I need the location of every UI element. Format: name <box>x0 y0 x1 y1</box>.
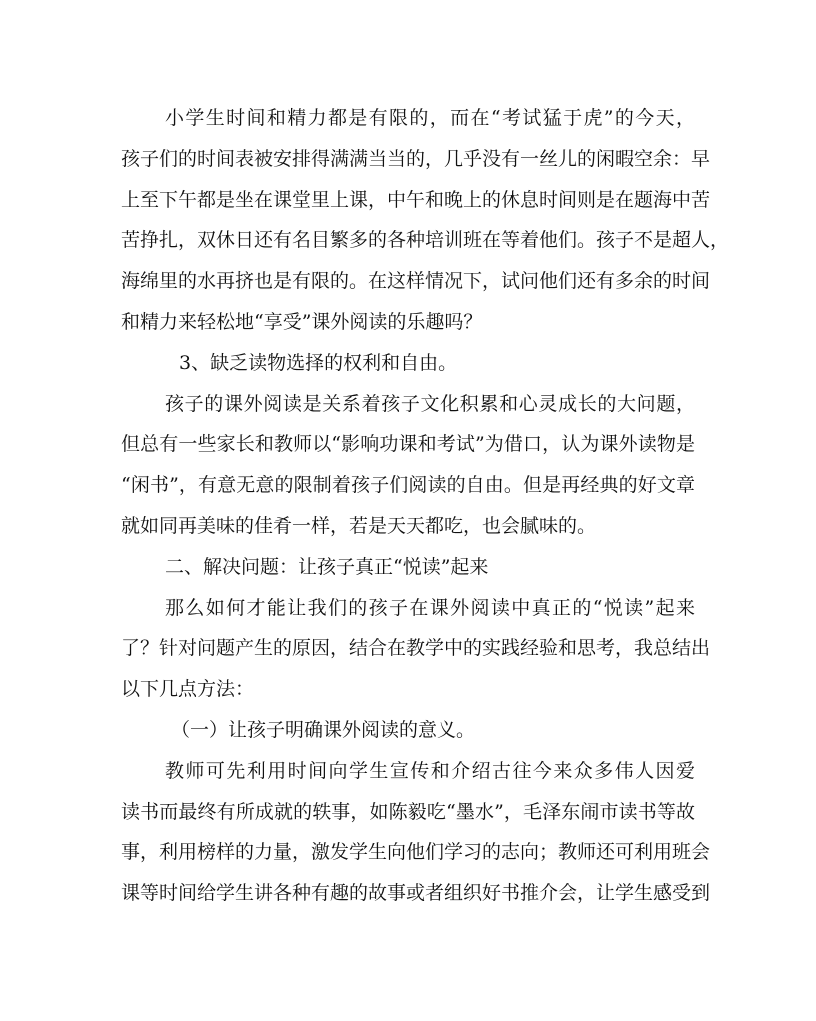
section-heading: 二、解决问题：让孩子真正“悦读”起来 <box>165 555 489 578</box>
document-body <box>121 98 730 914</box>
text-line: “闲书”，有意无意的限制着孩子们阅读的自由。但是再经典的好文章 <box>121 474 695 497</box>
text-line: 孩子们的时间表被安排得满满当当的，几乎没有一丝儿的闲暇空余：早 <box>121 147 711 170</box>
text-line: 但总有一些家长和教师以“影响功课和考试”为借口，认为课外读物是 <box>121 433 695 456</box>
text-line: 读书而最终有所成就的轶事，如陈毅吃“墨水”，毛泽东闹市读书等故 <box>121 800 695 823</box>
text-line: 以下几点方法： <box>121 678 255 701</box>
text-line: 孩子的课外阅读是关系着孩子文化积累和心灵成长的大问题， <box>165 392 695 415</box>
text-line: 和精力来轻松地“享受”课外阅读的乐趣吗？ <box>121 310 483 333</box>
text-line: 就如同再美味的佳肴一样，若是天天都吃，也会腻味的。 <box>121 514 597 537</box>
text-line: 课等时间给学生讲各种有趣的故事或者组织好书推介会，让学生感受到 <box>121 882 711 905</box>
text-line: 苦挣扎，双休日还有名目繁多的各种培训班在等着他们。孩子不是超人， <box>121 229 730 252</box>
text-line: 海绵里的水再挤也是有限的。在这样情况下，试问他们还有多余的时间 <box>121 270 711 293</box>
section-heading: 3、缺乏读物选择的权利和自由。 <box>179 351 458 374</box>
subsection-heading: （一）让孩子明确课外阅读的意义。 <box>171 718 476 741</box>
text-line: 那么如何才能让我们的孩子在课外阅读中真正的“悦读”起来 <box>165 596 695 619</box>
text-line: 了？针对问题产生的原因，结合在教学中的实践经验和思考，我总结出 <box>121 637 711 660</box>
text-line: 教师可先利用时间向学生宣传和介绍古往今来众多伟人因爱 <box>165 759 695 782</box>
text-line: 事，利用榜样的力量，激发学生向他们学习的志向；教师还可利用班会 <box>121 841 711 864</box>
text-line: 小学生时间和精力都是有限的，而在“考试猛于虎”的今天， <box>165 107 695 129</box>
text-line: 上至下午都是坐在课堂里上课，中午和晚上的休息时间则是在题海中苦 <box>121 188 711 211</box>
